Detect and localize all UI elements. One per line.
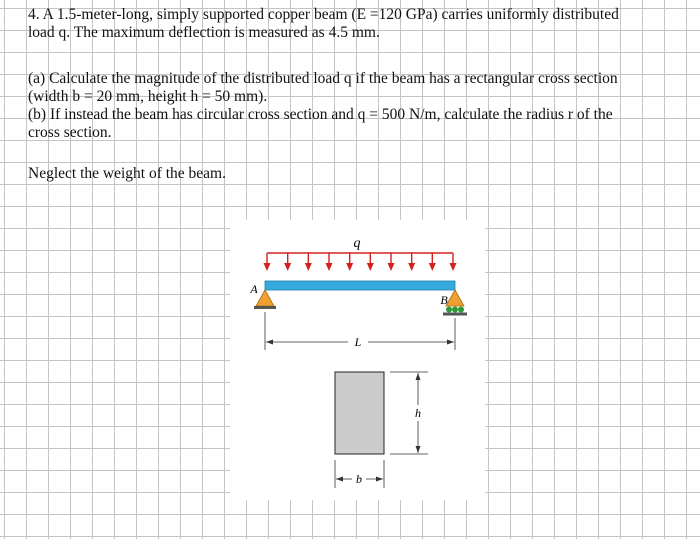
ground-icon [254, 306, 276, 309]
problem-line-2: load q. The maximum deflection is measured as 4.5 mm. [28, 24, 380, 41]
part-a-line-2: (width b = 20 mm, height h = 50 mm). [28, 88, 268, 105]
load-label-q: q [353, 236, 361, 251]
part-b-line-2: cross section. [28, 124, 112, 141]
width-label: b [356, 472, 362, 486]
part-b-line-1: (b) If instead the beam has circular cross section and q = 500 N/m, calculate the radius r of the [28, 106, 613, 123]
ground-icon [443, 313, 467, 316]
roller-icon [458, 307, 464, 313]
figure-background [230, 220, 485, 500]
height-label: h [415, 406, 421, 420]
length-label: L [354, 335, 362, 349]
part-a-line-1: (a) Calculate the magnitude of the distributed load q if the beam has a rectangular cross section [28, 70, 618, 87]
problem-note [28, 165, 226, 183]
problem-parts [28, 70, 618, 142]
note-text: Neglect the weight of the beam. [28, 165, 226, 182]
roller-icon [452, 307, 458, 313]
problem-line-1: 4. A 1.5-meter-long, simply supported copper beam (E =120 GPa) carries uniformly distributed [28, 6, 619, 23]
roller-icon [446, 307, 452, 313]
beam-figure [230, 220, 485, 500]
support-a-label: A [250, 282, 258, 296]
rectangular-cross-section [335, 372, 384, 454]
problem-statement [28, 6, 619, 42]
support-b-label: B [440, 293, 448, 307]
beam [265, 281, 455, 290]
